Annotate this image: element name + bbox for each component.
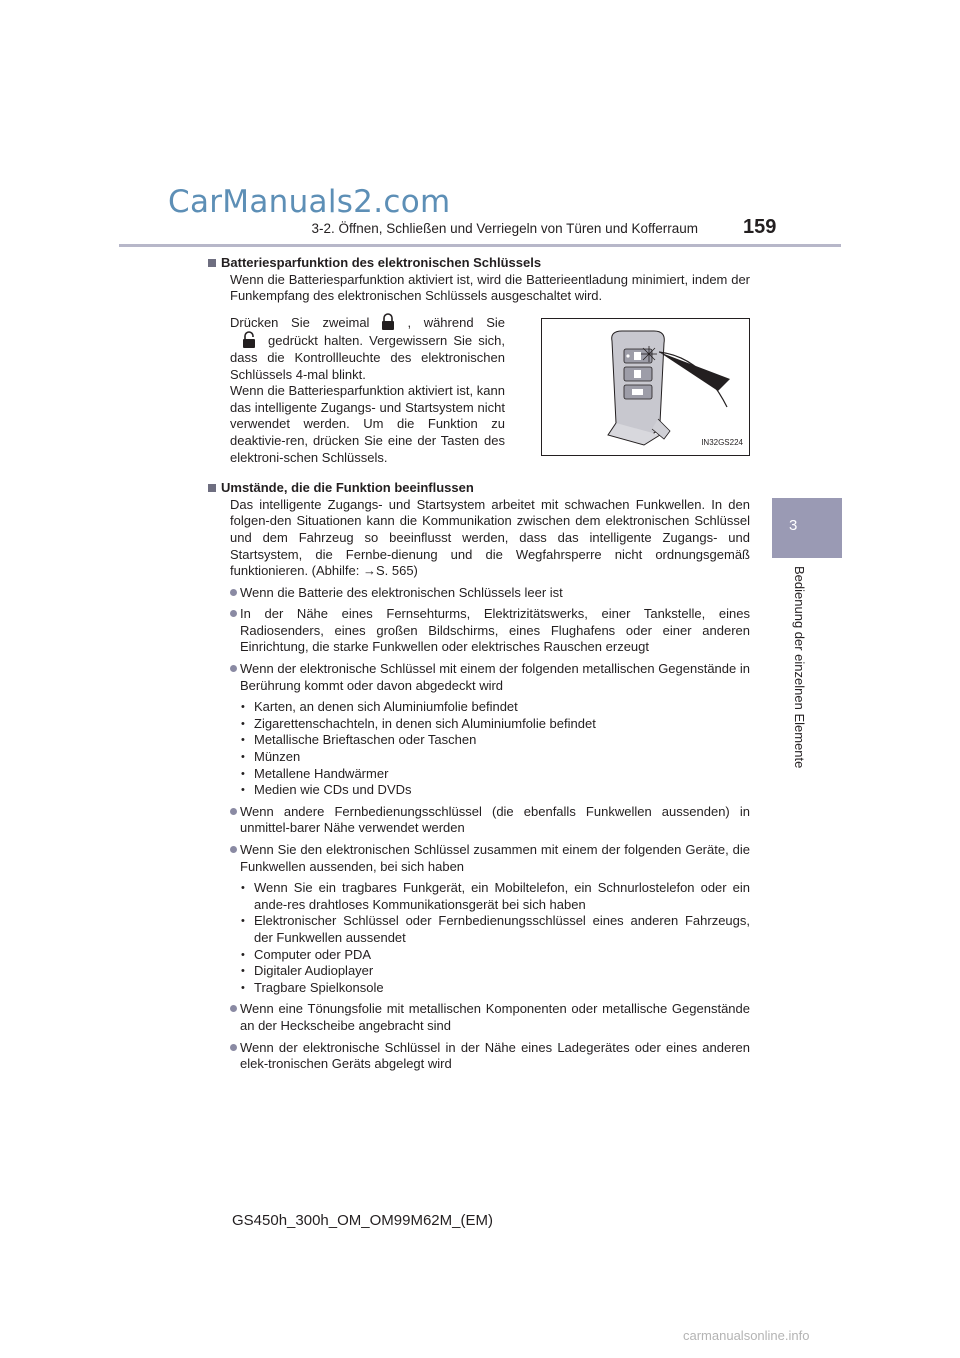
- instruction-part-b: , während Sie: [407, 314, 505, 330]
- bullet-dot-icon: [230, 1005, 237, 1012]
- list-item-text: Wenn andere Fernbedienungsschlüssel (die ebenfalls Funkwellen aussenden) in unmittel-barer Nähe verwendet werden: [240, 803, 750, 836]
- section-heading-text: Umstände, die die Funktion beeinflussen: [221, 480, 474, 496]
- chapter-number: 3: [789, 517, 798, 534]
- bullet-dot-icon: [230, 610, 237, 617]
- list-item: [230, 842, 750, 875]
- list-item-text: Wenn Sie den elektronischen Schlüssel zusammen mit einem der folgenden Geräte, die Funkwellen aussenden, bei sich haben: [240, 842, 750, 874]
- list-item: [230, 804, 750, 837]
- document-code: GS450h_300h_OM_OM99M62M_(EM): [232, 1212, 493, 1229]
- section-intro: Das intelligente Zugangs- und Startsystem arbeitet mit schwachen Funkwellen. In den folgen-den Situationen kann die Kommunikation zwischen dem elektronischen Schlüssel und dem Fahrzeug so beeinflusst werden, dass das intelligente Zugangs- und Startsystem, die Fernbe-dienung und die Wegfahrsperre nicht ordnungsgemäß funktionieren. (Abhilfe: →S. 565): [230, 496, 750, 579]
- unlock-button-icon: [242, 331, 256, 349]
- sub-list-item: • Zigarettenschachteln, in denen sich Aluminiumfolie befindet: [241, 716, 750, 733]
- section-intro: Wenn die Batteriesparfunktion aktiviert ist, wird die Batterieentladung minimiert, indem der Funkempfang des elektronischen Schlüssels ausgeschaltet wird.: [230, 271, 750, 304]
- watermark-logo: CarManuals2.com: [168, 184, 451, 220]
- list-item-text: In der Nähe eines Fernsehturms, Elektrizitätswerks, einer Tankstelle, eines Radiosenders, eines großen Bildschirms, eines Flughafens oder einer anderen Einrichtung, die starke Funkwellen oder elektrisches Rauschen erzeugt: [240, 606, 750, 655]
- sub-list-item: • Computer oder PDA: [241, 947, 750, 964]
- instruction-part-a: Drücken Sie zweimal: [230, 314, 370, 330]
- chapter-tab: [772, 498, 842, 558]
- list-item: [230, 585, 750, 602]
- figure-code: IN32GS224: [701, 438, 743, 448]
- sub-list: [210, 699, 750, 799]
- square-bullet-icon: [208, 259, 216, 267]
- instruction-text: [230, 313, 505, 466]
- lock-button-icon: [381, 313, 395, 331]
- bullet-dot-icon: [230, 846, 237, 853]
- section-heading-conditions: [208, 480, 750, 497]
- list-item-text: Wenn der elektronische Schlüssel mit einem der folgenden metallischen Gegenstände in Berührung kommt oder davon abgedeckt wird: [240, 661, 750, 693]
- square-bullet-icon: [208, 484, 216, 492]
- instruction-part-d: Wenn die Batteriesparfunktion aktiviert ist, kann das intelligente Zugangs- und Startsystem nicht verwendet werden. Um die Funktion zu deaktivie-ren, drücken Sie eine der Tasten des elektroni-schen Schlüssels.: [230, 383, 505, 465]
- watermark-footer: carmanualsonline.info: [683, 1328, 810, 1343]
- page-content: [210, 255, 750, 1073]
- key-illustration: [541, 318, 750, 456]
- list-item: [230, 606, 750, 656]
- bullet-dot-icon: [230, 1044, 237, 1051]
- list-item-text: Wenn eine Tönungsfolie mit metallischen Komponenten oder metallische Gegenstände an der Heckscheibe angebracht sind: [240, 1001, 750, 1033]
- sub-list-item: • Wenn Sie ein tragbares Funkgerät, ein Mobiltelefon, ein Schnurlostelefon oder ein ande-res drahtloses Kommunikationsgerät bei sich haben: [241, 880, 750, 913]
- section-heading-text: Batteriesparfunktion des elektronischen Schlüssels: [221, 255, 542, 270]
- sub-list-item: • Metallene Handwärmer: [241, 766, 750, 783]
- instruction-part-c: gedrückt halten. Vergewissern Sie sich, dass die Kontrollleuchte des elektronischen Schlüssels 4-mal blinkt.: [230, 333, 505, 382]
- sub-list-item: • Medien wie CDs und DVDs: [241, 782, 750, 799]
- running-header: 3-2. Öffnen, Schließen und Verriegeln von Türen und Kofferraum: [311, 221, 698, 236]
- sub-list-item: • Tragbare Spielkonsole: [241, 980, 750, 997]
- sub-list-item: • Karten, an denen sich Aluminiumfolie befindet: [241, 699, 750, 716]
- sub-list-item: • Metallische Brieftaschen oder Taschen: [241, 732, 750, 749]
- list-item: [230, 1040, 750, 1073]
- chapter-side-label: Bedienung der einzelnen Elemente: [792, 566, 807, 769]
- list-item-text: Wenn der elektronische Schlüssel in der Nähe eines Ladegerätes oder eines anderen elek-tronischen Geräts abgelegt wird: [240, 1039, 750, 1072]
- bullet-dot-icon: [230, 589, 237, 596]
- list-item: [230, 1001, 750, 1034]
- list-item-text: Wenn die Batterie des elektronischen Schlüssels leer ist: [240, 584, 563, 600]
- sub-list-item: • Elektronischer Schlüssel oder Fernbedienungsschlüssel eines anderen Fahrzeugs, der Funkwellen aussendet: [241, 913, 750, 946]
- bullet-dot-icon: [230, 808, 237, 815]
- bullet-dot-icon: [230, 665, 237, 672]
- page-number: 159: [743, 216, 777, 238]
- section-heading-battery-save: [208, 255, 750, 272]
- sub-list-item: • Münzen: [241, 749, 750, 766]
- header-rule: [119, 244, 841, 247]
- sub-list-item: • Digitaler Audioplayer: [241, 963, 750, 980]
- sub-list: [210, 880, 750, 996]
- list-item: [230, 661, 750, 694]
- instruction-row: [210, 313, 750, 466]
